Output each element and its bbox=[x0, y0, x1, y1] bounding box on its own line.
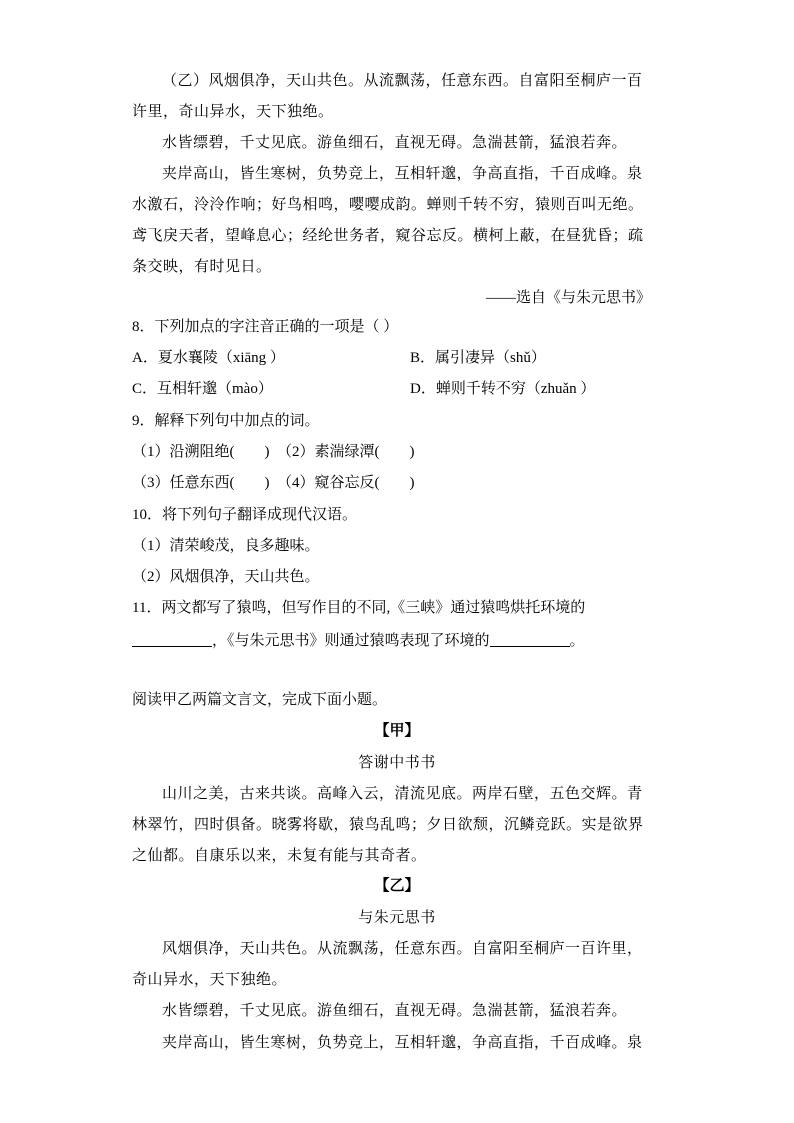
passage-line: 林翠竹，四时俱备。晓雾将歇，猿鸟乱鸣；夕日欲颓，沉鳞竞跃。实是欲界 bbox=[132, 815, 644, 833]
passage-yi-label: 【乙】 bbox=[374, 878, 420, 894]
option-a: A．夏水襄陵（xiāng ） bbox=[132, 350, 285, 366]
passage-yi-title: 与朱元思书 bbox=[358, 908, 436, 926]
question-11-text: 。 bbox=[569, 633, 585, 649]
question-8-stem: 8．下列加点的字注音正确的一项是（ ） bbox=[132, 319, 399, 335]
question-11-line bbox=[132, 630, 585, 651]
passage-jia-label: 【甲】 bbox=[374, 723, 420, 739]
passage-line: 水激石，泠泠作响；好鸟相鸣，嘤嘤成韵。蝉则千转不穷，猿则百叫无绝。 bbox=[132, 195, 644, 213]
option-b: B．属引凄异（shǔ） bbox=[410, 350, 546, 366]
question-10-stem: 10．将下列句子翻译成现代汉语。 bbox=[132, 507, 358, 523]
passage-line: 条交映，有时见日。 bbox=[132, 257, 272, 275]
question-9-stem: 9．解释下列句中加点的词。 bbox=[132, 413, 320, 429]
answer-blank[interactable] bbox=[490, 630, 570, 647]
question-9-row: （3）任意东西( ) （4）窥谷忘反( ) bbox=[132, 475, 415, 491]
answer-blank[interactable] bbox=[132, 630, 212, 647]
question-9-row: （1）沿溯阻绝( ) （2）素湍绿潭( ) bbox=[132, 444, 415, 460]
section-instruction: 阅读甲乙两篇文言文，完成下面小题。 bbox=[132, 692, 388, 708]
question-11-line: 11．两文都写了猿鸣，但写作目的不同,《三峡》通过猿鸣烘托环境的 bbox=[132, 600, 586, 616]
passage-line: 奇山异水，天下独绝。 bbox=[132, 970, 288, 988]
passage-line: 鸢飞戾天者，望峰息心；经纶世务者，窥谷忘反。横柯上蔽，在昼犹昏；疏 bbox=[132, 226, 644, 244]
option-c: C．互相轩邈（mào） bbox=[132, 381, 273, 397]
passage-line: 之仙都。自康乐以来，未复有能与其奇者。 bbox=[132, 846, 427, 864]
option-d: D．蝉则千转不穷（zhuǎn ） bbox=[410, 381, 596, 397]
passage-line: 夹岸高山，皆生寒树，负势竞上，互相轩邈，争高直指，千百成峰。泉 bbox=[162, 164, 643, 182]
passage-line: 夹岸高山，皆生寒树，负势竞上，互相轩邈，争高直指，千百成峰。泉 bbox=[162, 1033, 643, 1051]
passage-source: ——选自《与朱元思书》 bbox=[486, 290, 652, 306]
passage-jia-title: 答谢中书书 bbox=[358, 753, 436, 771]
question-11-text: ，《与朱元思书》则通过猿鸣表现了环境的 bbox=[212, 633, 490, 649]
passage-line: 山川之美，古来共谈。高峰入云，清流见底。两岸石壁，五色交辉。青 bbox=[162, 784, 643, 802]
passage-line: 水皆缥碧，千丈见底。游鱼细石，直视无碍。急湍甚箭，猛浪若奔。 bbox=[162, 1001, 628, 1019]
question-10-sentence: （2）风烟俱净，天山共色。 bbox=[132, 569, 320, 585]
question-10-sentence: （1）清荣峻茂，良多趣味。 bbox=[132, 538, 320, 554]
passage-line: 水皆缥碧，千丈见底。游鱼细石，直视无碍。急湍甚箭，猛浪若奔。 bbox=[162, 133, 628, 151]
passage-line: （乙）风烟俱净，天山共色。从流飘荡，任意东西。自富阳至桐庐一百 bbox=[162, 71, 643, 89]
passage-line: 风烟俱净，天山共色。从流飘荡，任意东西。自富阳至桐庐一百许里， bbox=[162, 939, 643, 957]
passage-line: 许里，奇山异水，天下独绝。 bbox=[132, 102, 334, 120]
